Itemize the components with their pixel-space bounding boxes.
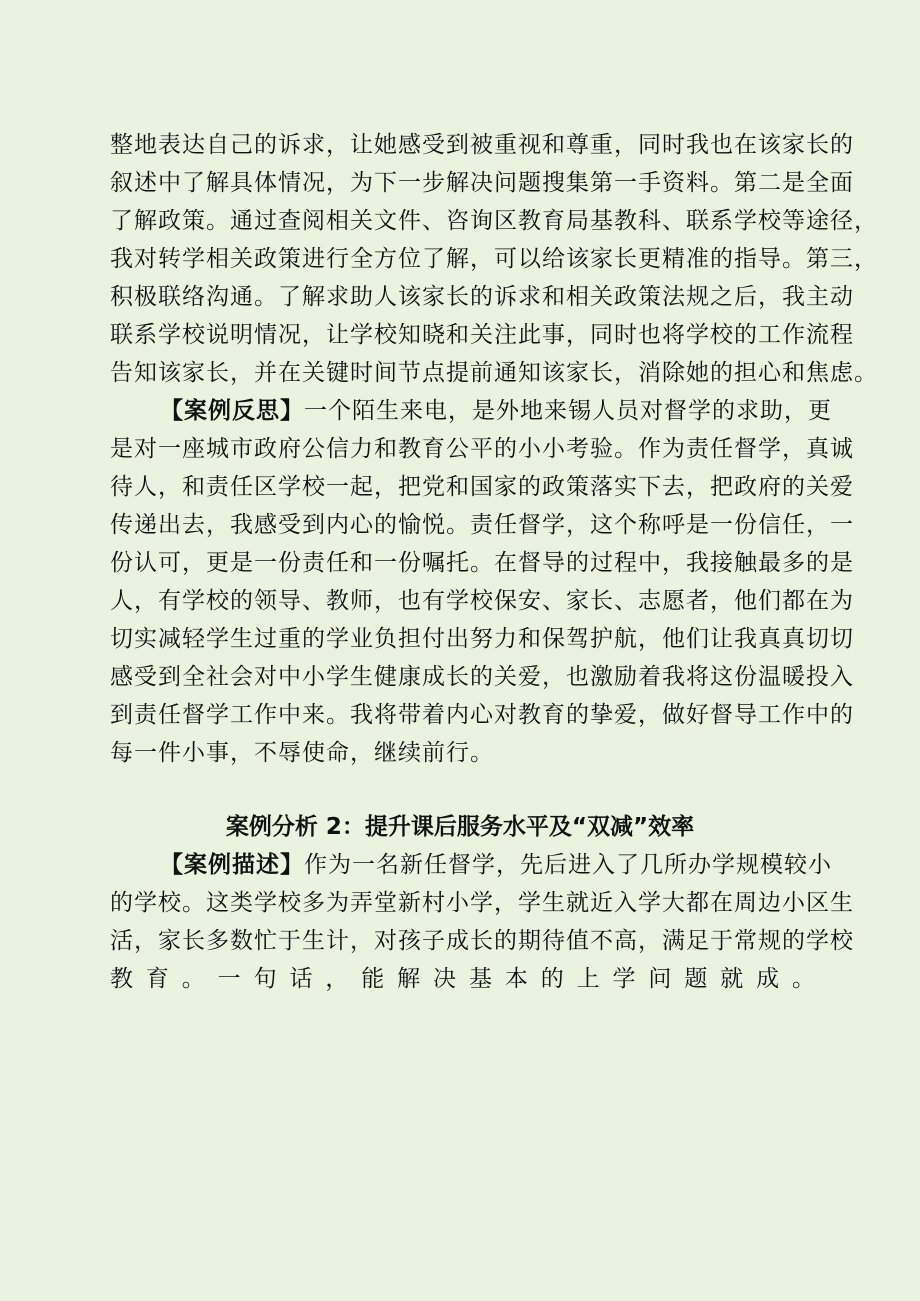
paragraph-line: 教育。一句话，能解决基本的上学问题就成。 (110, 966, 816, 992)
description-label: 【案例描述】 (160, 852, 304, 878)
paragraph-line: 告知该家长，并在关键时间节点提前通知该家长，消除她的担心和焦虑。 (110, 360, 878, 386)
paragraph-line: 活，家长多数忙于生计，对孩子成长的期待值不高，满足于常规的学校 (110, 928, 854, 954)
paragraph-line: 积极联络沟通。了解求助人该家长的诉求和相关政策法规之后，我主动 (110, 284, 854, 310)
paragraph-line: 切实减轻学生过重的学业负担付出努力和保驾护航，他们让我真真切切 (110, 626, 854, 652)
paragraph-line: 感受到全社会对中小学生健康成长的关爱，也激励着我将这份温暖投入 (110, 664, 854, 690)
description-first-line-text: 作为一名新任督学，先后进入了几所办学规模较小 (304, 852, 832, 878)
paragraph-line: 待人，和责任区学校一起，把党和国家的政策落实下去，把政府的关爱 (110, 474, 854, 500)
paragraph-line: 到责任督学工作中来。我将带着内心对教育的挚爱，做好督导工作中的 (110, 702, 854, 728)
reflection-first-line (160, 396, 832, 426)
paragraph-line: 是对一座城市政府公信力和教育公平的小小考验。作为责任督学，真诚 (110, 436, 854, 462)
paragraph-line: 传递出去，我感受到内心的愉悦。责任督学，这个称呼是一份信任，一 (110, 512, 854, 538)
paragraph-line: 了解政策。通过查阅相关文件、咨询区教育局基教科、联系学校等途径， (110, 208, 878, 234)
section-heading: 案例分析 2：提升课后服务水平及“双减”效率 (225, 814, 695, 840)
description-first-line (160, 850, 832, 880)
paragraph-line: 我对转学相关政策进行全方位了解，可以给该家长更精准的指导。第三， (110, 246, 878, 272)
paragraph-line: 的学校。这类学校多为弄堂新村小学，学生就近入学大都在周边小区生 (110, 890, 854, 916)
paragraph-line: 联系学校说明情况，让学校知晓和关注此事，同时也将学校的工作流程 (110, 322, 854, 348)
paragraph-line: 叙述中了解具体情况，为下一步解决问题搜集第一手资料。第二是全面 (110, 170, 854, 196)
paragraph-line: 每一件小事，不辱使命，继续前行。 (110, 740, 494, 766)
reflection-label: 【案例反思】 (160, 398, 304, 424)
paragraph-line: 整地表达自己的诉求，让她感受到被重视和尊重，同时我也在该家长的 (110, 132, 854, 158)
paragraph-line: 人，有学校的领导、教师，也有学校保安、家长、志愿者，他们都在为 (110, 588, 854, 614)
paragraph-line: 份认可，更是一份责任和一份嘱托。在督导的过程中，我接触最多的是 (110, 550, 854, 576)
reflection-first-line-text: 一个陌生来电，是外地来锡人员对督学的求助，更 (304, 398, 832, 424)
